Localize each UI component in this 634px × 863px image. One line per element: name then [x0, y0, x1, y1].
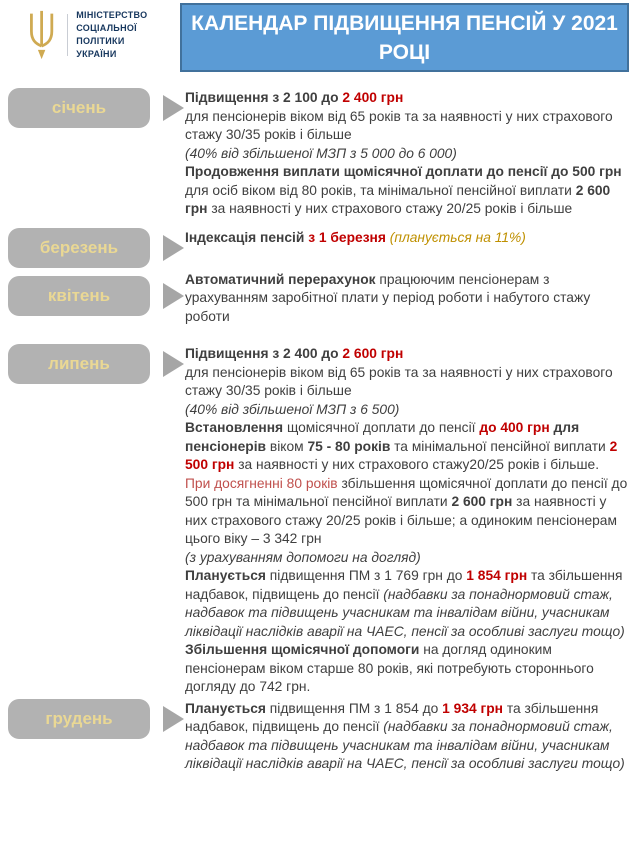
paragraph [185, 475, 630, 549]
paragraph [185, 229, 630, 248]
timeline-row-dec [8, 699, 632, 774]
text-segment: (40% від збільшеної МЗП з 5 000 до 6 000) [185, 145, 457, 161]
text-segment: за наявності у них страхового стажу 20/25 років і більше [207, 201, 573, 216]
text-segment: (планується на 11%) [389, 229, 526, 245]
text-segment: Підвищення з 2 400 до [185, 346, 343, 361]
month-cell-jul [8, 344, 185, 384]
text-segment: 2 600 грн [185, 182, 611, 216]
ministry-name-line: УКРАЇНИ [76, 49, 117, 59]
month-details-jul [185, 344, 632, 697]
text-segment: (надбавки за понаднормовий стаж, надбавок та підвищень учасникам та інвалідам війни, учасникам ліквідації наслідків аварії на ЧАЕС, пенсії за особливі заслуги тощо) [185, 586, 625, 639]
text-segment: підвищення ПМ з 1 769 грн до [269, 568, 467, 583]
page-title: КАЛЕНДАР ПІДВИЩЕННЯ ПЕНСІЙ У 2021 РОЦІ [180, 3, 629, 72]
month-label-apr: квітень [8, 276, 150, 316]
text-segment: для пенсіонерів [185, 420, 580, 454]
paragraph [185, 345, 630, 364]
month-label-mar: березень [8, 228, 150, 268]
logo-divider [67, 14, 68, 56]
arrow-right-icon [163, 706, 184, 732]
paragraph [185, 271, 630, 327]
text-segment: Автоматичний перерахунок [185, 271, 380, 287]
month-cell-dec [8, 699, 185, 739]
paragraph [185, 549, 630, 568]
text-segment: та збільшення надбавок, підвищень до пенсії [185, 700, 599, 734]
month-cell-jan [8, 88, 185, 128]
timeline [0, 88, 634, 774]
text-segment: 2 600 грн [342, 346, 404, 361]
paragraph [185, 567, 630, 641]
text-segment: до 400 грн [479, 420, 550, 435]
text-segment: Індексація пенсій [185, 229, 309, 245]
text-segment: з 1 березня [308, 229, 390, 245]
timeline-row-apr [8, 270, 632, 327]
month-details-mar [185, 228, 632, 248]
arrow-right-icon [163, 351, 184, 377]
text-segment: для пенсіонерів віком від 65 років та за наявності у них страхового стажу 30/35 років і більше [185, 364, 613, 398]
ministry-name-line: МІНІСТЕРСТВО [76, 10, 148, 20]
text-segment: збільшення щомісячної доплати до пенсії до 500 грн та мінімальної пенсійної виплати [185, 475, 628, 509]
paragraph [185, 401, 630, 420]
text-segment: 2 400 грн [342, 90, 404, 105]
paragraph [185, 641, 630, 697]
text-segment: (з урахуванням допомоги на догляд) [185, 549, 421, 565]
paragraph [185, 364, 630, 401]
month-cell-mar [8, 228, 185, 268]
paragraph [185, 163, 630, 219]
ministry-name-line: СОЦІАЛЬНОЇ ПОЛІТИКИ [76, 23, 137, 46]
timeline-row-jul [8, 344, 632, 697]
text-segment: При досягненні 80 років [185, 475, 338, 491]
header [0, 0, 634, 72]
text-segment: за наявності у них страхового стажу20/25 років і більше. [234, 457, 600, 472]
text-segment: віком [269, 438, 308, 454]
text-segment: підвищення ПМ з 1 854 до [269, 700, 443, 716]
text-segment: (надбавки за понаднормовий стаж, надбавок та підвищень учасникам та інвалідам війни, учасникам ліквідації наслідків аварії на ЧАЕС, пенсії за особливі заслуги тощо) [185, 719, 625, 771]
text-segment: для осіб віком від 80 років, та мінімальної пенсійної виплати [185, 182, 576, 198]
text-segment: для пенсіонерів віком від 65 років та за наявності у них страхового стажу 30/35 років і більше [185, 108, 613, 142]
paragraph [185, 89, 630, 108]
timeline-row-mar [8, 228, 632, 268]
paragraph [185, 145, 630, 164]
month-label-jan: січень [8, 88, 150, 128]
paragraph [185, 419, 630, 475]
text-segment: 1 934 грн [442, 700, 504, 716]
text-segment: та мінімальної пенсійної виплати [390, 438, 610, 454]
text-segment: 1 854 грн [466, 568, 528, 583]
text-segment: 2 500 грн [185, 438, 618, 472]
text-segment: Планується [185, 700, 270, 716]
month-details-jan [185, 88, 632, 219]
arrow-right-icon [163, 235, 184, 261]
month-details-dec [185, 699, 632, 774]
month-details-apr [185, 270, 632, 327]
text-segment: Встановлення [185, 420, 287, 435]
timeline-row-jan [8, 88, 632, 219]
text-segment: Збільшення щомісячної допомоги [185, 642, 424, 657]
paragraph [185, 108, 630, 145]
text-segment: щомісячної доплати до пенсії [286, 420, 480, 435]
text-segment: на догляд одиноким пенсіонерам віком старше 80 років, які потребують стороннього догляду до 742 грн. [185, 642, 594, 694]
month-label-dec: грудень [8, 699, 150, 739]
text-segment: 75 - 80 років [307, 438, 391, 454]
month-cell-apr [8, 270, 185, 316]
text-segment: працюючим пенсіонерам з урахуванням заробітної плати у період роботи і набутого стажу роботи [185, 271, 591, 324]
paragraph [185, 700, 630, 774]
ministry-logo [0, 3, 180, 63]
text-segment: (40% від збільшеної МЗП з 6 500) [185, 401, 400, 417]
text-segment: Підвищення з 2 100 до [185, 90, 343, 105]
text-segment: 2 600 грн [451, 494, 513, 509]
month-label-jul: липень [8, 344, 150, 384]
text-segment: та збільшення надбавок, підвищень до пенсії [185, 568, 623, 602]
text-segment: Планується [185, 568, 270, 583]
text-segment: за наявності у них страхового стажу 20/25 років і більше; а одиноким пенсіонерам цього віку – 3 342 грн [185, 494, 617, 546]
arrow-right-icon [163, 283, 184, 309]
text-segment: Продовження виплати щомісячної доплати до пенсії до 500 грн [185, 164, 622, 179]
arrow-right-icon [163, 95, 184, 121]
ministry-name [76, 9, 180, 61]
trident-icon [24, 7, 59, 63]
